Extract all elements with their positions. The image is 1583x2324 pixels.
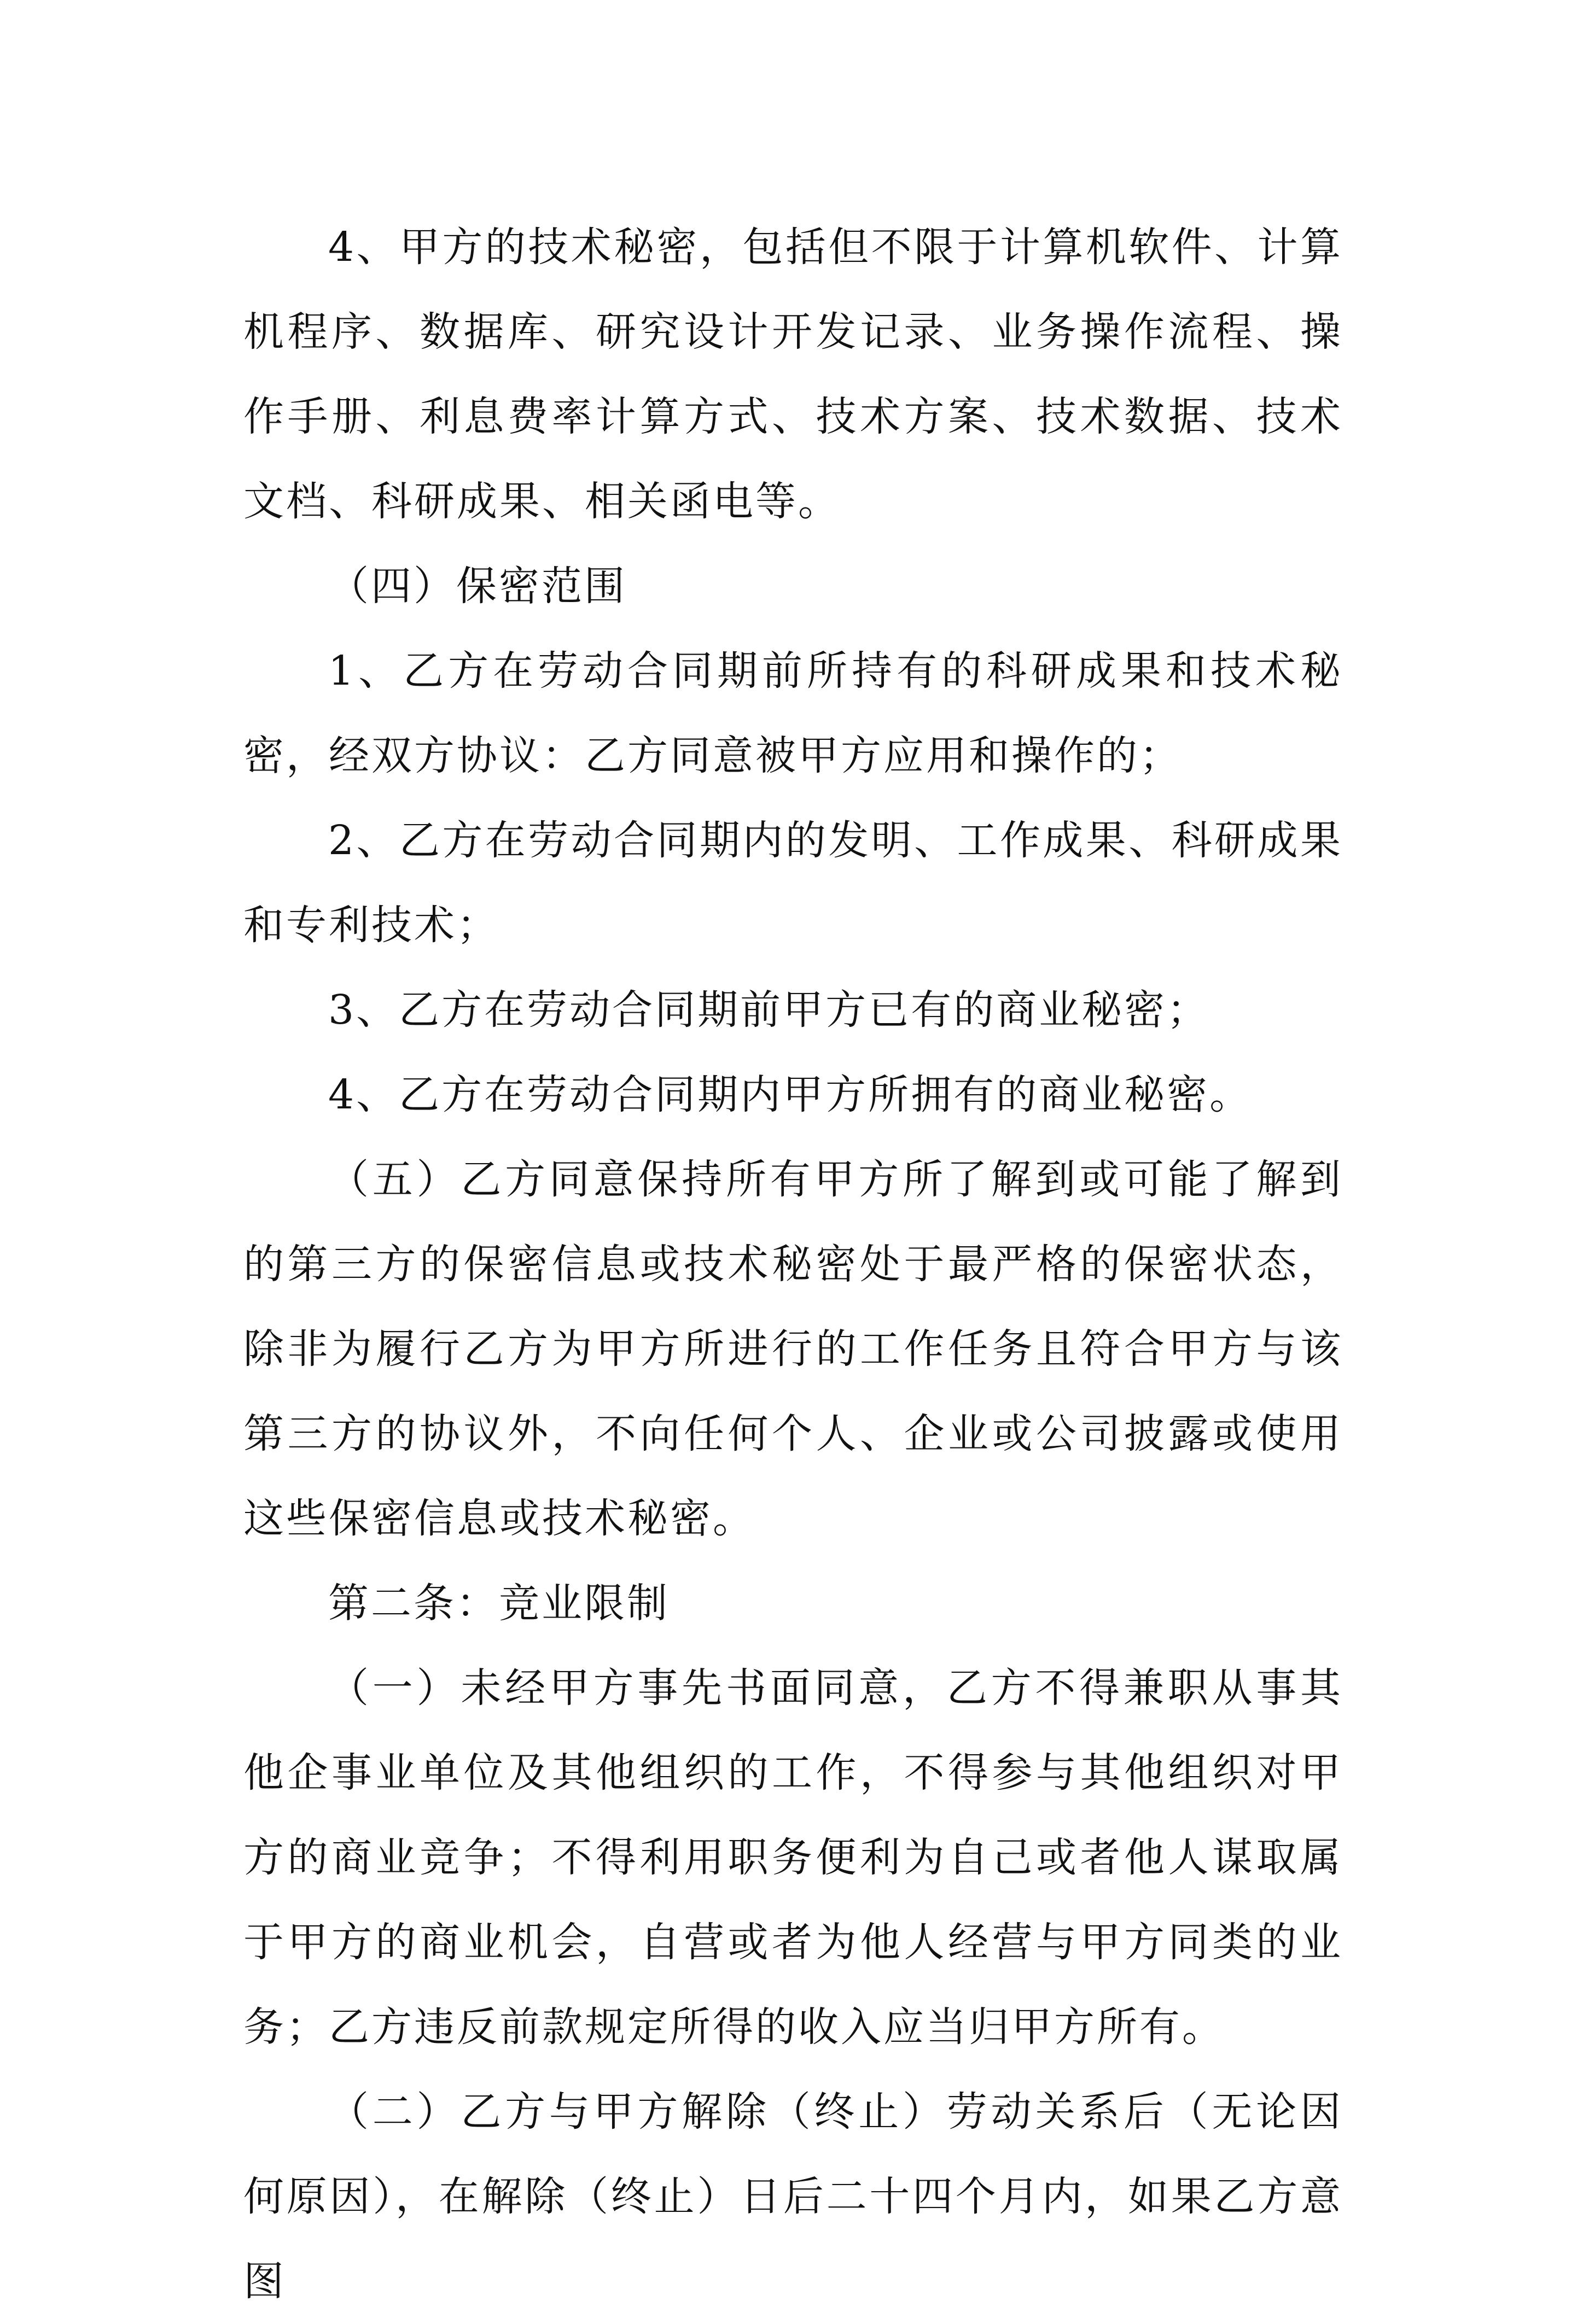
- paragraph-scope-item-2: 2、乙方在劳动合同期内的发明、工作成果、科研成果和专利技术；: [243, 817, 1343, 949]
- paragraph-scope-item-3: 3、乙方在劳动合同期前甲方已有的商业秘密；: [328, 986, 1210, 1033]
- paragraph-scope-item-4: 4、乙方在劳动合同期内甲方所拥有的商业秘密。: [328, 1071, 1253, 1118]
- article-heading-non-compete: 第二条：竞业限制: [328, 1580, 670, 1627]
- paragraph-scope-item-1: 1、乙方在劳动合同期前所持有的科研成果和技术秘密，经双方协议：乙方同意被甲方应用和操作的；: [243, 647, 1343, 779]
- section-heading-confidentiality-scope: （四）保密范围: [328, 563, 627, 610]
- paragraph-third-party-confidentiality: （五）乙方同意保持所有甲方所了解到或可能了解到的第三方的保密信息或技术秘密处于最严格的保密状态，除非为履行乙方为甲方所进行的工作任务且符合甲方与该第三方的协议外，不向任何个人、企业或公司披露或使用这些保密信息或技术秘密。: [243, 1156, 1343, 1542]
- paragraph-non-compete-1: （一）未经甲方事先书面同意，乙方不得兼职从事其他企事业单位及其他组织的工作，不得参与其他组织对甲方的商业竞争；不得利用职务便利为自己或者他人谋取属于甲方的商业机会，自营或者为他人经营与甲方同类的业务；乙方违反前款规定所得的收入应当归甲方所有。: [243, 1665, 1343, 2051]
- document-body: [243, 205, 1343, 2324]
- paragraph-non-compete-2: （二）乙方与甲方解除（终止）劳动关系后（无论因何原因），在解除（终止）日后二十四个月内，如果乙方意图: [243, 2088, 1343, 2305]
- paragraph-tech-secrets-item-4: 4、甲方的技术秘密，包括但不限于计算机软件、计算机程序、数据库、研究设计开发记录、业务操作流程、操作手册、利息费率计算方式、技术方案、技术数据、技术文档、科研成果、相关函电等。: [243, 224, 1343, 525]
